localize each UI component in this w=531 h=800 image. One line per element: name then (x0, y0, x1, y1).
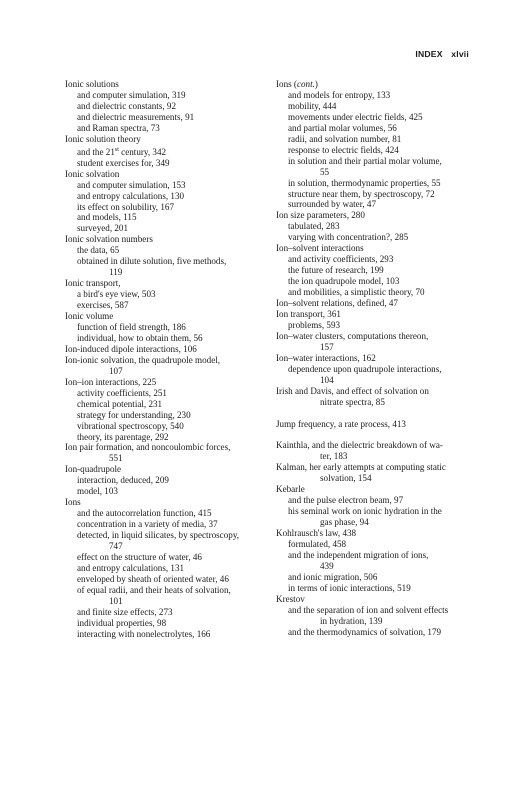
index-subentry: in solution, thermodynamic properties, 55 (288, 177, 441, 188)
index-subentry: surveyed, 201 (77, 223, 129, 234)
index-subentry: obtained in dilute solution, five methods, (77, 256, 227, 267)
index-continuation: ter, 183 (320, 451, 348, 462)
running-head (415, 49, 469, 59)
running-head-label: INDEX (415, 49, 443, 59)
index-subentry: and models for entropy, 133 (288, 89, 391, 100)
index-subentry: varying with concentration?, 285 (288, 232, 409, 243)
index-heading: Kohlrausch's law, 438 (276, 528, 357, 539)
index-subentry: interaction, deduced, 209 (77, 475, 169, 486)
index-heading: Ion–water clusters, computations thereon, (276, 330, 429, 341)
index-subentry: its effect on solubility, 167 (77, 201, 174, 212)
index-gap (276, 408, 476, 419)
index-continuation: 104 (320, 374, 334, 385)
index-subentry: and entropy calculations, 131 (77, 562, 185, 573)
index-continuation: 55 (320, 166, 330, 177)
index-heading: Ions (65, 497, 81, 508)
index-subentry: movements under electric fields, 425 (288, 111, 423, 122)
index-heading: Kebarle (276, 484, 305, 495)
index-subentry: detected, in liquid silicates, by spectroscopy, (77, 530, 240, 541)
index-heading: Ions (cont.) (276, 79, 318, 89)
index-subentry: the future of research, 199 (288, 265, 384, 276)
index-heading: Ionic solvation (65, 168, 120, 179)
index-subentry: his seminal work on ionic hydration in the (288, 506, 442, 517)
index-subentry: tabulated, 283 (288, 221, 340, 232)
index-subentry: surrounded by water, 47 (288, 199, 377, 210)
index-heading: Ion transport, 361 (276, 309, 341, 320)
index-heading: Kalman, her early attempts at computing static (276, 462, 446, 473)
index-continuation: 747 (109, 541, 123, 552)
index-heading: Ionic solvation numbers (65, 234, 153, 245)
index-heading: Ionic solutions (65, 79, 119, 89)
index-subentry: dependence upon quadrupole interactions, (288, 363, 442, 374)
index-subentry: and the separation of ion and solvent effects (288, 604, 449, 615)
index-subentry: chemical potential, 231 (77, 398, 163, 409)
index-subentry: strategy for understanding, 230 (77, 409, 191, 420)
index-subentry: activity coefficients, 251 (77, 387, 167, 398)
index-subentry: exercises, 587 (77, 300, 129, 311)
index-subentry: and dielectric measurements, 91 (77, 111, 195, 122)
index-heading: Krestov (276, 593, 305, 604)
index-continuation: 157 (320, 341, 334, 352)
index-heading: Ionic transport, (65, 278, 121, 289)
index-heading: Ion–solvent relations, defined, 47 (276, 298, 398, 309)
index-subentry: and the autocorrelation function, 415 (77, 508, 212, 519)
index-heading: Ion-induced dipole interactions, 106 (65, 343, 197, 354)
index-subentry: and entropy calculations, 130 (77, 190, 185, 201)
index-subentry: and the independent migration of ions, (288, 549, 429, 560)
index-subentry: vibrational spectroscopy, 540 (77, 420, 184, 431)
index-subentry: function of field strength, 186 (77, 322, 186, 332)
index-subentry: concentration in a variety of media, 37 (77, 519, 218, 530)
index-subentry: and the 21st century, 342 (77, 146, 167, 157)
index-heading: Ion pair formation, and noncoulombic forces, (65, 442, 231, 453)
index-subentry: theory, its parentage, 292 (77, 431, 169, 442)
index-subentry: and Raman spectra, 73 (77, 122, 160, 133)
index-subentry: model, 103 (77, 486, 118, 497)
index-heading: Ion–solvent interactions (276, 243, 364, 254)
index-subentry: and the pulse electron beam, 97 (288, 495, 404, 506)
index-subentry: the data, 65 (77, 245, 120, 256)
index-heading: Ion-quadrupole (65, 464, 122, 475)
index-column-left (65, 79, 261, 640)
index-subentry: radii, and solvation number, 81 (288, 133, 402, 144)
index-subentry: and ionic migration, 506 (288, 571, 378, 582)
index-subentry: effect on the structure of water, 46 (77, 552, 202, 563)
index-subentry: enveloped by sheath of oriented water, 46 (77, 573, 229, 584)
index-heading: Ion–water interactions, 162 (276, 352, 376, 363)
index-continuation: gas phase, 94 (320, 517, 369, 528)
index-subentry: and finite size effects, 273 (77, 606, 173, 617)
index-subentry: and activity coefficients, 293 (288, 254, 394, 265)
index-continuation: 119 (109, 267, 123, 278)
index-subentry: in terms of ionic interactions, 519 (288, 582, 411, 593)
index-heading: Ion-ionic solvation, the quadrupole model, (65, 354, 221, 365)
index-subentry: problems, 593 (288, 319, 341, 330)
index-subentry: and models, 115 (77, 212, 137, 223)
index-heading: Ionic volume (65, 311, 114, 322)
index-continuation: 551 (109, 453, 123, 464)
index-subentry: and the thermodynamics of solvation, 179 (288, 626, 442, 637)
index-subentry: response to electric fields, 424 (288, 144, 399, 155)
index-heading: Irish and Davis, and effect of solvation on (276, 385, 429, 396)
index-subentry: formulated, 458 (288, 539, 347, 549)
index-subentry: of equal radii, and their heats of solvation, (77, 584, 231, 595)
index-subentry: structure near them, by spectroscopy, 72 (288, 188, 435, 199)
index-subentry: and mobilities, a simplistic theory, 70 (288, 287, 425, 298)
index-subentry: individual, how to obtain them, 56 (77, 332, 203, 343)
index-subentry: and dielectric constants, 92 (77, 100, 176, 111)
index-subentry: individual properties, 98 (77, 617, 167, 628)
index-subentry: in solution and their partial molar volume, (288, 155, 442, 166)
index-subentry: the ion quadrupole model, 103 (288, 276, 400, 287)
index-continuation: solvation, 154 (320, 473, 372, 484)
index-heading: Ion–ion interactions, 225 (65, 376, 157, 387)
page-number: xlvii (451, 49, 469, 59)
index-continuation: 107 (109, 365, 123, 376)
index-gap (276, 429, 476, 440)
index-heading: Ionic solution theory (65, 133, 141, 144)
index-subentry: a bird's eye view, 503 (77, 289, 156, 300)
index-continuation: nitrate spectra, 85 (320, 396, 385, 407)
index-subentry: and partial molar volumes, 56 (288, 122, 397, 133)
index-subentry: mobility, 444 (288, 100, 337, 111)
index-heading: Ion size parameters, 280 (276, 210, 365, 221)
index-heading: Jump frequency, a rate process, 413 (276, 418, 406, 429)
index-column-right (276, 79, 476, 638)
index-subentry: interacting with nonelectrolytes, 166 (77, 628, 211, 639)
index-subentry: and computer simulation, 153 (77, 179, 186, 190)
index-continuation: in hydration, 139 (320, 615, 383, 626)
index-subentry: and computer simulation, 319 (77, 89, 186, 100)
index-subentry: student exercises for, 349 (77, 157, 170, 168)
index-continuation: 101 (109, 595, 123, 606)
index-heading: Kainthla, and the dielectric breakdown of wa- (276, 440, 443, 451)
index-continuation: 439 (320, 560, 334, 571)
